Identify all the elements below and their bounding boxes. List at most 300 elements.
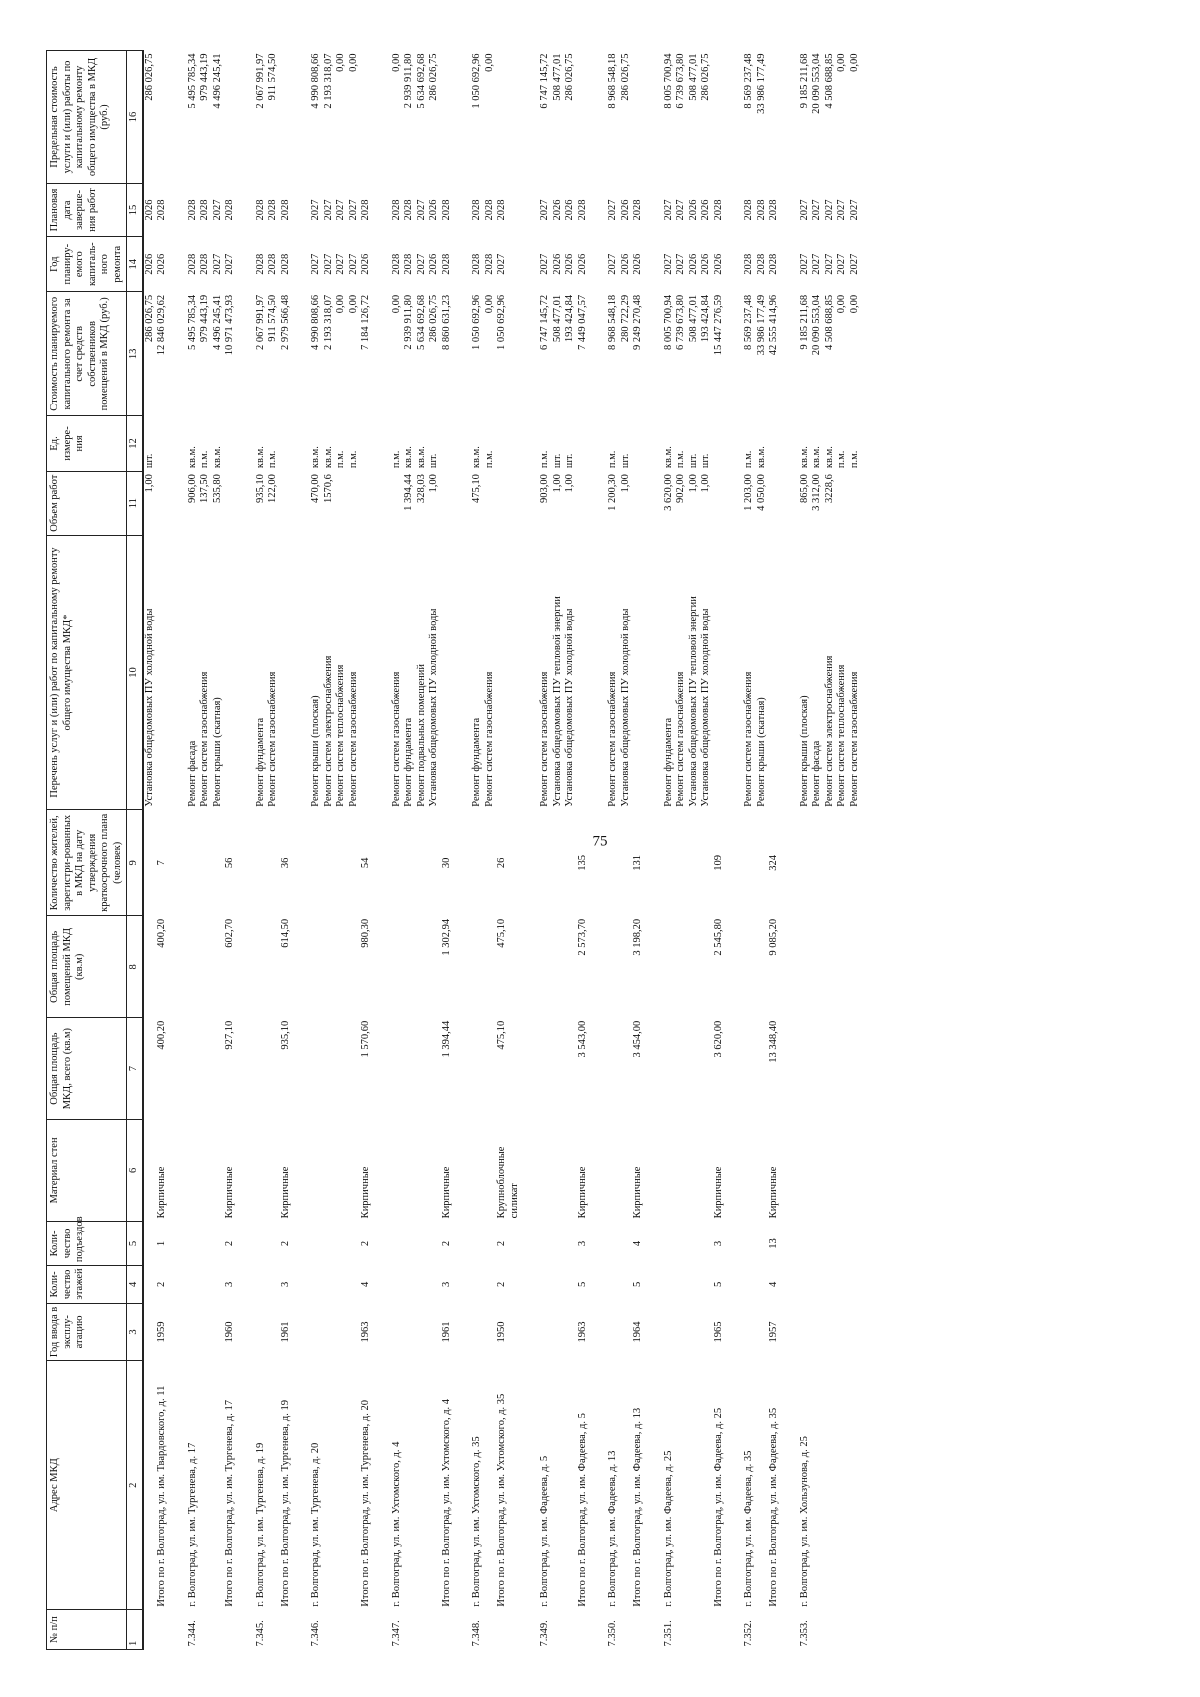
table-cell: [496, 535, 521, 809]
column-header: Ед. измере-ния: [47, 416, 127, 471]
table-cell: [143, 1610, 157, 1650]
table-cell: [799, 1303, 812, 1361]
table-cell: [713, 535, 726, 809]
table-cell: г. Волгоград, ул. им. Фадеева, д. 5: [539, 1455, 550, 1607]
table-row: [632, 51, 645, 1650]
table-cell: Кирпичные: [768, 1166, 779, 1219]
table-cell: [663, 1018, 676, 1120]
table-cell: [713, 51, 726, 184]
table-cell: [391, 1221, 404, 1265]
table-cell: [824, 1120, 837, 1222]
table-cell: [267, 1303, 280, 1361]
table-row: [675, 51, 688, 1650]
table-row: [663, 51, 676, 1650]
table-cell: 2028: [156, 199, 167, 221]
spacer-cell: [654, 51, 663, 1650]
table-cell: [471, 1303, 484, 1361]
table-cell: 2026: [700, 253, 711, 275]
table-cell: [484, 1610, 497, 1650]
table-cell: [713, 416, 726, 471]
table-cell: 1,00: [619, 474, 631, 493]
table-cell: [552, 1610, 565, 1650]
table-cell: г. Волгоград, ул. им. Тургенева, д. 17: [186, 1442, 198, 1607]
table-cell: 2028: [440, 253, 452, 275]
table-cell: [255, 1303, 268, 1361]
table-cell: 0,00: [836, 294, 847, 314]
table-cell: шт.: [619, 453, 631, 469]
table-cell: 2 067 991,97: [254, 53, 266, 109]
table-cell: [323, 1266, 336, 1304]
table-cell: 0,00: [347, 53, 359, 72]
table-cell: 2026: [619, 253, 631, 275]
table-cell: [280, 535, 293, 809]
table-row: [607, 51, 620, 1650]
table-cell: [212, 1303, 225, 1361]
table-cell: 8 569 237,48: [743, 53, 754, 109]
table-cell: [143, 1266, 157, 1304]
table-cell: кв.м.: [211, 446, 223, 469]
table-cell: [212, 1120, 225, 1222]
table-cell: [199, 810, 212, 916]
table-cell: [552, 1266, 565, 1304]
table-cell: [199, 1266, 212, 1304]
column-number: 4: [127, 1266, 143, 1304]
spacer-cell: [169, 51, 178, 1650]
table-cell: г. Волгоград, ул. им. Фадеева, д. 25: [662, 1450, 674, 1607]
table-cell: [323, 1018, 336, 1120]
table-cell: 2: [156, 1281, 167, 1287]
table-cell: [391, 1018, 404, 1120]
spacer-cell: [790, 51, 799, 1650]
spacer-cell: [462, 51, 471, 1650]
row-spacer: [301, 51, 310, 1650]
row-spacer: [373, 51, 382, 1650]
table-cell: [675, 810, 688, 916]
table-cell: 2026: [687, 253, 699, 275]
table-cell: [471, 1221, 484, 1265]
table-cell: 2027: [335, 199, 346, 221]
table-cell: 2026: [632, 253, 643, 275]
table-cell: 3: [279, 1281, 291, 1287]
table-cell: [428, 1303, 441, 1361]
table-cell: [552, 916, 565, 1018]
table-cell: шт.: [428, 453, 439, 469]
table-cell: [199, 916, 212, 1018]
table-cell: [199, 1610, 212, 1650]
table-cell: 1 302,94: [440, 918, 452, 956]
table-cell: [267, 916, 280, 1018]
table-cell: 2027: [798, 199, 810, 221]
table-cell: [360, 416, 373, 471]
table-cell: п.м.: [848, 450, 860, 469]
row-spacer: [781, 51, 790, 1650]
table-cell: [849, 1018, 862, 1120]
table-cell: 280 722,29: [619, 294, 631, 343]
table-cell: [335, 1361, 348, 1610]
table-cell: 2028: [755, 199, 767, 221]
table-cell: 36: [279, 857, 291, 869]
table-cell: Итого по г. Волгоград, ул. им. Фадеева, д. 5: [576, 1413, 588, 1607]
table-cell: [620, 1303, 633, 1361]
table-cell: [224, 416, 237, 471]
table-cell: 109: [712, 854, 724, 871]
table-cell: [187, 916, 200, 1018]
table-cell: Ремонт фасада: [811, 740, 822, 807]
table-cell: [310, 1266, 323, 1304]
spacer-cell: [292, 51, 301, 1650]
table-cell: [700, 1266, 713, 1304]
table-cell: [187, 1266, 200, 1304]
table-cell: [441, 416, 454, 471]
table-cell: [688, 810, 701, 916]
spacer-cell: [521, 51, 530, 1650]
table-cell: [323, 1221, 336, 1265]
table-cell: [496, 416, 521, 471]
spacer-cell: [734, 51, 743, 1650]
table-cell: п.м.: [607, 450, 618, 469]
table-cell: [335, 1221, 348, 1265]
table-cell: [391, 916, 404, 1018]
table-cell: [416, 1120, 429, 1222]
table-cell: Ремонт фундамента: [471, 717, 482, 807]
column-header: Плановая дата заверше-ния работ: [47, 183, 127, 236]
table-cell: 1,00: [551, 474, 563, 493]
table-cell: [224, 535, 237, 809]
table-cell: шт.: [564, 453, 575, 469]
spacer-cell: [373, 51, 382, 1650]
table-cell: [255, 1120, 268, 1222]
table-cell: [335, 1018, 348, 1120]
table-cell: [675, 1610, 688, 1650]
table-cell: [348, 1018, 361, 1120]
table-cell: 2028: [279, 253, 291, 275]
table-cell: 2027: [823, 199, 835, 221]
table-cell: 4 496 245,41: [211, 53, 223, 109]
table-cell: 2028: [403, 199, 414, 221]
table-cell: 470,00: [310, 474, 321, 503]
table-cell: кв.м.: [310, 446, 321, 469]
table-cell: [768, 471, 781, 535]
table-cell: [187, 1120, 200, 1222]
row-spacer: [462, 51, 471, 1650]
table-cell: [743, 916, 756, 1018]
table-cell: [564, 916, 577, 1018]
table-cell: Кирпичные: [712, 1166, 724, 1219]
table-cell: 1 050 692,96: [471, 294, 482, 350]
table-cell: 0,00: [848, 294, 860, 314]
table-cell: [688, 916, 701, 1018]
table-cell: г. Волгоград, ул. им. Ухтомского, д. 35: [471, 1436, 482, 1607]
table-cell: [799, 916, 812, 1018]
table-cell: п.м.: [483, 450, 495, 469]
column-number: 13: [127, 292, 143, 416]
table-cell: 10 971 473,93: [224, 294, 235, 356]
table-cell: 2028: [743, 199, 754, 221]
table-cell: 286 026,75: [143, 294, 155, 343]
table-cell: Установка общедомовых ПУ тепловой энергии: [551, 596, 563, 807]
table-cell: кв.м.: [823, 446, 835, 469]
table-cell: 30: [440, 857, 452, 869]
table-cell: 2 067 991,97: [254, 294, 266, 350]
table-cell: 7.346.: [310, 1620, 321, 1647]
table-cell: кв.м.: [254, 446, 266, 469]
table-cell: 122,00: [267, 474, 278, 503]
table-cell: г. Волгоград, ул. им. Тургенева, д. 19: [254, 1442, 266, 1607]
table-cell: 2027: [848, 199, 860, 221]
table-cell: 2028: [390, 253, 402, 275]
table-row: [713, 51, 726, 1650]
table-cell: [280, 51, 293, 184]
table-cell: [824, 916, 837, 1018]
table-cell: [428, 1221, 441, 1265]
table-cell: [700, 1018, 713, 1120]
table-cell: [335, 1610, 348, 1650]
table-cell: 0,00: [848, 53, 860, 72]
table-cell: 0,00: [335, 53, 346, 72]
table-cell: 1963: [576, 1321, 588, 1343]
table-cell: [323, 810, 336, 916]
table-cell: [484, 1303, 497, 1361]
table-cell: 400,20: [156, 918, 167, 948]
table-cell: 3228,6: [823, 474, 835, 503]
table-cell: Ремонт крыши (плоская): [310, 695, 321, 807]
table-cell: 2026: [564, 253, 575, 275]
table-cell: 2: [279, 1240, 291, 1247]
row-spacer: [645, 51, 654, 1650]
table-row: [267, 51, 280, 1650]
table-row: [539, 51, 552, 1650]
table-cell: [632, 51, 645, 184]
row-spacer: [169, 51, 178, 1650]
table-cell: 2026: [428, 253, 439, 275]
table-cell: 3 620,00: [662, 474, 674, 511]
table-cell: [663, 916, 676, 1018]
table-cell: 2026: [564, 199, 575, 221]
table-row: [187, 51, 200, 1650]
table-cell: 2028: [199, 253, 210, 275]
spacer-cell: [589, 51, 598, 1650]
spacer-cell: [237, 51, 246, 1650]
row-spacer: [521, 51, 530, 1650]
table-cell: Установка общедомовых ПУ холодной воды: [564, 608, 575, 807]
table-cell: 193 424,84: [564, 294, 575, 343]
table-row: [441, 51, 454, 1650]
table-cell: [441, 51, 454, 184]
table-cell: [700, 916, 713, 1018]
table-cell: [280, 416, 293, 471]
table-cell: 2027: [662, 253, 674, 275]
table-cell: 2026: [712, 253, 724, 275]
column-number: 9: [127, 810, 143, 916]
table-cell: Ремонт систем электроснабжения: [322, 655, 334, 807]
table-cell: 286 026,75: [428, 53, 439, 101]
table-row: [564, 51, 577, 1650]
table-cell: [403, 1018, 416, 1120]
table-cell: 324: [768, 854, 779, 871]
table-cell: [756, 1266, 769, 1304]
table-cell: 6 739 673,80: [675, 294, 686, 350]
column-header: Перечень услуг и (или) работ по капитальному ремонту общего имущества МКД*: [47, 535, 127, 809]
table-cell: 979 443,19: [199, 53, 210, 101]
table-cell: 4 508 688,85: [823, 294, 835, 350]
table-cell: [143, 1303, 157, 1361]
spacer-cell: [178, 51, 187, 1650]
table-cell: [484, 810, 497, 916]
table-cell: [688, 1303, 701, 1361]
table-cell: 2027: [310, 199, 321, 221]
table-cell: [756, 916, 769, 1018]
table-cell: 2027: [415, 253, 427, 275]
table-cell: 2: [496, 1281, 507, 1287]
table-cell: [416, 1610, 429, 1650]
table-cell: [713, 471, 726, 535]
table-cell: [212, 916, 225, 1018]
table-cell: [484, 471, 497, 535]
table-cell: 4 990 808,66: [310, 53, 321, 109]
row-spacer: [734, 51, 743, 1650]
table-cell: [360, 51, 373, 184]
table-cell: Крупноблочные силикат: [496, 1146, 520, 1219]
table-cell: [632, 416, 645, 471]
spacer-cell: [645, 51, 654, 1650]
table-cell: кв.м.: [403, 446, 414, 469]
table-cell: [564, 1120, 577, 1222]
table-cell: [323, 1120, 336, 1222]
table-cell: 3 543,00: [576, 1020, 588, 1058]
table-cell: 2028: [471, 253, 482, 275]
table-cell: 3: [224, 1281, 235, 1287]
spacer-cell: [781, 51, 790, 1650]
table-cell: г. Волгоград, ул. им. Ухтомского, д. 4: [390, 1441, 402, 1607]
table-cell: шт.: [700, 453, 711, 469]
table-cell: 475,10: [471, 474, 482, 503]
table-cell: [577, 416, 590, 471]
table-cell: [391, 1266, 404, 1304]
table-cell: [156, 535, 169, 809]
table-cell: 2028: [254, 253, 266, 275]
table-cell: 2 939 911,80: [403, 53, 414, 109]
table-cell: 2028: [186, 253, 198, 275]
table-cell: [607, 1120, 620, 1222]
table-cell: 3 198,20: [632, 918, 643, 956]
table-cell: [663, 1221, 676, 1265]
table-cell: 2 193 318,07: [322, 53, 334, 109]
table-cell: 7.349.: [539, 1620, 550, 1647]
table-cell: 2027: [848, 253, 860, 275]
table-cell: 2028: [267, 253, 278, 275]
table-row: [836, 51, 849, 1650]
table-cell: кв.м.: [798, 446, 810, 469]
table-cell: 1570,6: [322, 474, 334, 503]
table-cell: Установка общедомовых ПУ холодной воды: [700, 608, 711, 807]
table-cell: [700, 1361, 713, 1610]
table-cell: 5: [712, 1281, 724, 1287]
table-cell: [280, 1610, 293, 1650]
table-cell: [403, 810, 416, 916]
table-cell: [416, 810, 429, 916]
table-cell: 2027: [607, 199, 618, 221]
table-cell: 7.352.: [743, 1620, 754, 1647]
table-cell: п.м.: [675, 450, 686, 469]
column-header: № п/п: [47, 1610, 127, 1650]
table-cell: 2028: [267, 199, 278, 221]
table-cell: п.м.: [347, 450, 359, 469]
table-cell: [688, 1120, 701, 1222]
table-cell: [700, 1221, 713, 1265]
table-cell: [811, 1221, 824, 1265]
spacer-cell: [598, 51, 607, 1650]
table-cell: Ремонт систем газоснабжения: [675, 671, 686, 807]
column-number: 8: [127, 916, 143, 1018]
table-cell: [212, 1266, 225, 1304]
table-cell: [310, 810, 323, 916]
table-cell: [675, 1303, 688, 1361]
table-cell: 0,00: [335, 294, 346, 314]
table-cell: [348, 1303, 361, 1361]
table-cell: [552, 1361, 565, 1610]
table-cell: [348, 471, 361, 535]
table-cell: 2 545,80: [712, 918, 724, 956]
table-cell: [620, 1221, 633, 1265]
table-cell: [416, 1303, 429, 1361]
table-cell: [836, 1266, 849, 1304]
table-cell: Ремонт систем теплоснабжения: [836, 664, 847, 807]
rotated-table-wrapper: [46, 50, 1166, 1650]
table-cell: [799, 1221, 812, 1265]
table-cell: кв.м.: [415, 446, 427, 469]
table-cell: г. Волгоград, ул. им. Фадеева, д. 35: [743, 1450, 754, 1607]
table-cell: 3 312,00: [811, 474, 822, 511]
table-cell: [187, 1018, 200, 1120]
table-row: [199, 51, 212, 1650]
table-cell: Установка общедомовых ПУ холодной воды: [143, 608, 155, 807]
table-cell: [849, 1610, 862, 1650]
table-cell: [335, 810, 348, 916]
table-cell: [836, 1018, 849, 1120]
table-cell: [824, 1266, 837, 1304]
table-cell: [496, 51, 521, 184]
table-cell: 7.345.: [254, 1620, 266, 1647]
table-cell: [849, 1221, 862, 1265]
table-cell: [675, 916, 688, 1018]
table-cell: [663, 1120, 676, 1222]
table-cell: [348, 810, 361, 916]
table-cell: [700, 1120, 713, 1222]
table-cell: п.м.: [335, 450, 346, 469]
table-cell: [212, 1221, 225, 1265]
table-cell: Ремонт систем газоснабжения: [607, 671, 618, 807]
table-cell: [156, 1610, 169, 1650]
table-cell: 927,10: [224, 1020, 235, 1050]
table-cell: 4 508 688,85: [823, 53, 835, 109]
column-header: Стоимость планируемого капитального ремонта за счет средств собственников помещений в МКД (руб.): [47, 292, 127, 416]
table-cell: [360, 535, 373, 809]
table-cell: 2: [440, 1240, 452, 1247]
table-cell: [620, 1120, 633, 1222]
column-number: 16: [127, 51, 143, 184]
spacer-cell: [382, 51, 391, 1650]
row-spacer: [725, 51, 734, 1650]
table-cell: [849, 916, 862, 1018]
table-cell: 2028: [471, 199, 482, 221]
table-cell: 8 968 548,18: [607, 53, 618, 109]
table-cell: 508 477,01: [551, 53, 563, 101]
table-cell: [187, 1221, 200, 1265]
table-cell: [607, 916, 620, 1018]
table-cell: [360, 471, 373, 535]
table-cell: [255, 1221, 268, 1265]
table-cell: 2 193 318,07: [322, 294, 334, 350]
